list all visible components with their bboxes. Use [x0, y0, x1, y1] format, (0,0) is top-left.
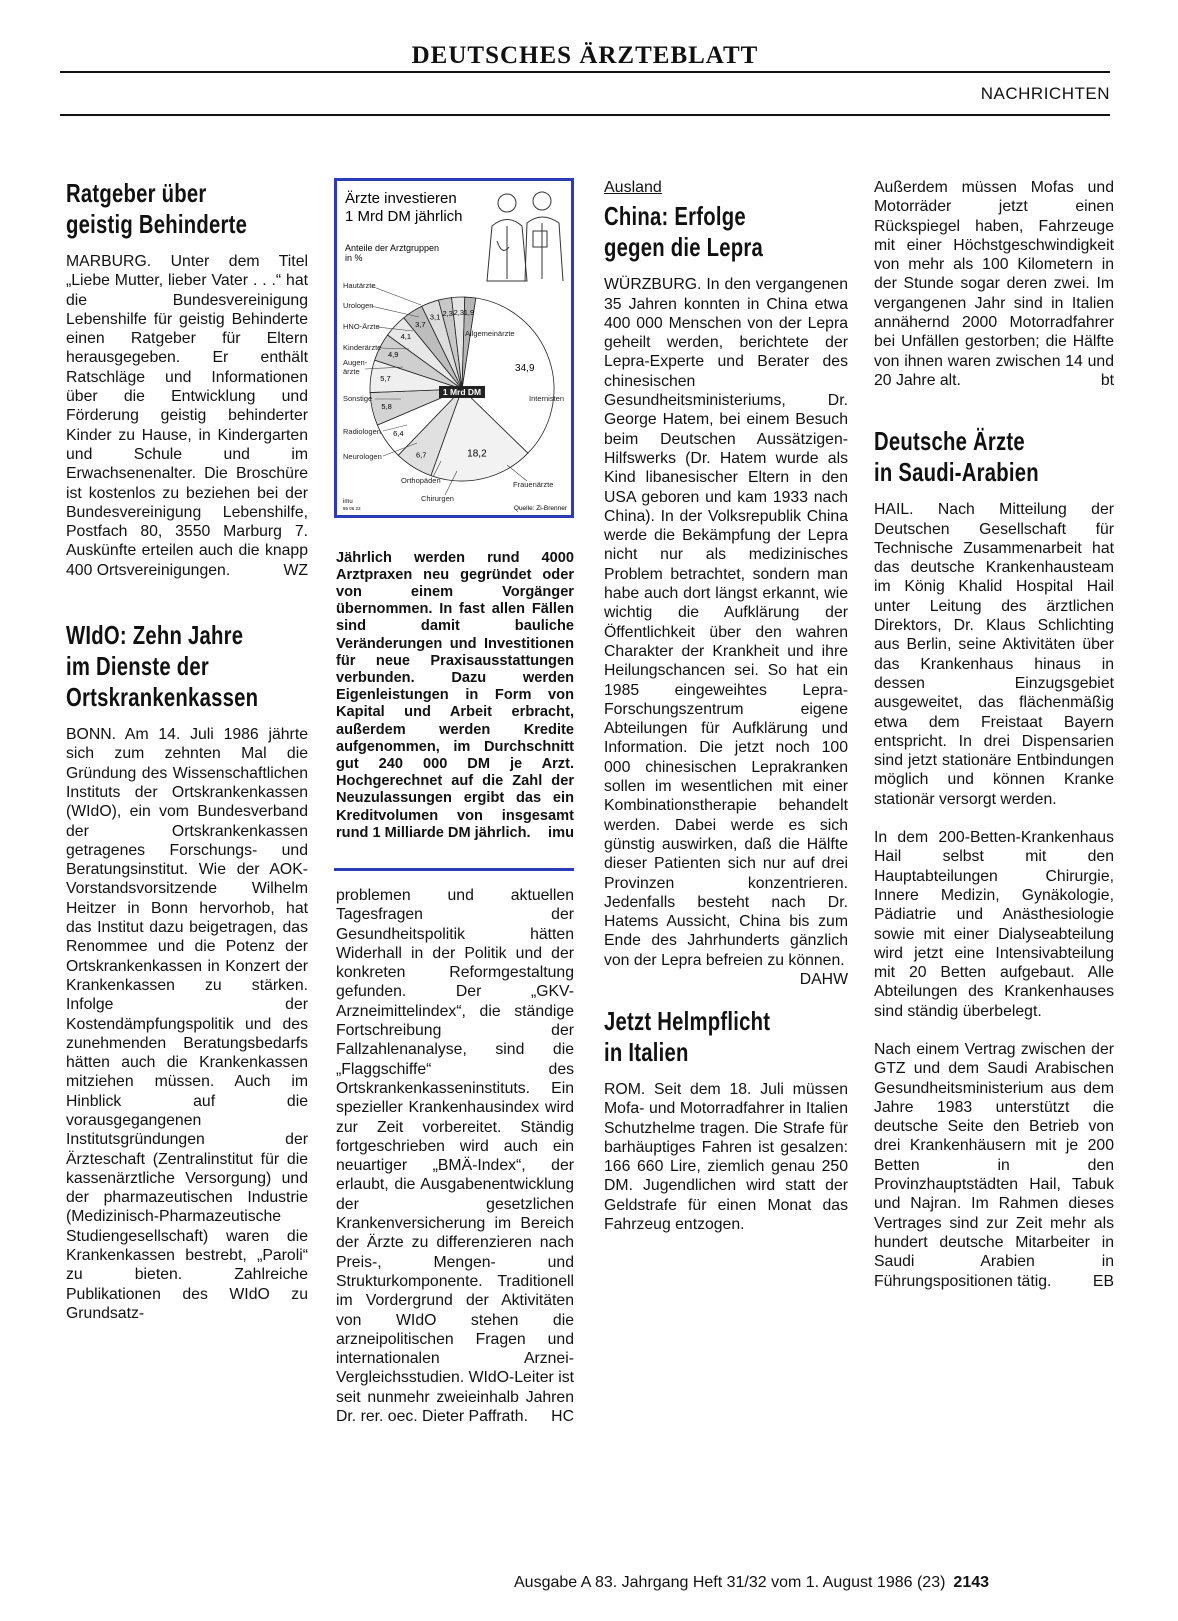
chart-code: 86 06 23 — [343, 506, 361, 511]
cat-label-sonstige: Sonstige — [343, 394, 373, 403]
headline-wido: WIdO: Zehn Jahre im Dienste der Ortskrankenkassen — [66, 620, 259, 713]
cat-label-neurologen: Neurologen — [343, 452, 382, 461]
chart-divider — [334, 868, 574, 871]
footer-issue: Ausgabe A 83. Jahrgang Heft 31/32 vom 1. August 1986 (23) — [514, 1574, 946, 1591]
article-wido-body: BONN. Am 14. Juli 1986 jährte sich zum zehnten Mal die Gründung des Wissenschaftlichen Instituts der Ortskrankenkassen (WIdO), ein vom Bundesverband der Ortskrankenkassen getragenes Forschungs- und Beratungsinstitut. Wie der AOK-Vorstandsvorsitzende Wilhelm Heitzer in Bonn hervorhob, hat das Institut dazu beigetragen, das Renommee und die Potenz der Ortskrankenkassen in Konzert der Krankenkassen zu stärken. Infolge der Kostendämpfungspolitik und des zunehmenden Beratungsbedarfs hätten auch die Krankenkassen mitziehen müssen. Auch im Hinblick auf die vorausgegangenen Institutsgründungen der Ärzteschaft (Zentralinstitut für die kassenärztliche Versorgung) und der pharmazeutischen Industrie (Medizinisch-Pharmazeutische Studiengesellschaft) waren die Krankenkassen bestrebt, „Paroli“ zu bieten. Zahlreiche Publikationen des WIdO zu Grundsatz- — [66, 726, 308, 1322]
cat-label-intern: Internisten — [529, 394, 565, 403]
cat-label-frauen: Frauenärzte — [513, 480, 554, 489]
doctors-illustration — [487, 192, 563, 281]
cat-label-hautaerzte: Hautärzte — [343, 281, 376, 290]
pie-value-label-10: 2,3 — [442, 309, 453, 319]
cat-label-radiologen: Radiologen — [343, 427, 381, 436]
chart-caption: Jährlich werden rund 4000 Arztpraxen neu gegründet oder von einem Vorgänger übernommen. In fast allen Fällen sind damit bauliche Veränderungen und Investitionen für neue Praxisausstattungen verbunden. Dazu werden Eigenleistungen in Form von Kapital und Arbeit erbracht, außerdem werden Kredite aufgenommen, im Durchschnitt gut 240 000 DM je Arzt. Hochgerechnet auf die Zahl der Neuzulassungen ergibt das ein Kreditvolumen von insgesamt rund 1 Milliarde DM jährlich. imu — [336, 549, 574, 841]
page-number: 2143 — [953, 1574, 990, 1591]
cat-label-augen-2: ärzte — [343, 367, 360, 376]
chart-source: Quelle: Zi-Brenner — [513, 505, 567, 512]
article-saudi-p1: HAIL. Nach Mitteilung der Deutschen Gesellschaft für Technische Zusammenarbeit hat das deutsche Krankenhausteam im König Khalid Hospital Hail unter Leitung des ärztlichen Direktors, Dr. Klaus Schlichting aus Berlin, seine Aktivitäten über das Krankenhaus hinaus in dessen Einzugsgebiet ausgeweitet, das flächenmäßig etwa dem Freistaat Bayern entspricht. In drei Dispensarien sind jetzt stationäre Entbindungen möglich und können Kranke stationär versorgt werden. — [874, 501, 1114, 808]
headline-helm: Jetzt Helmpflicht in Italien — [604, 1005, 771, 1067]
article-helm-body: ROM. Seit dem 18. Juli müssen Mofa- und Motorradfahrer in Italien Schutzhelme tragen. Die Strafe für barhäuptiges Fahren ist gesalzen: 166 660 Lire, ziemlich genau 250 DM. Jugendlichen wird statt der Geldstrafe für einen Monat das Fahrzeug entzogen. — [604, 1080, 848, 1234]
chart-title-line1: Ärzte investieren — [345, 190, 457, 207]
cat-label-augen-1: Augen- — [343, 358, 368, 367]
pie-value-label-6: 4,9 — [388, 349, 399, 359]
chart-credit: imu — [343, 499, 353, 505]
article-wido-body-cont: problemen und aktuellen Tagesfragen der Gesundheitspolitik hätten Widerhall in der Politik und der konkreten Reformgestaltung gefunden. Der „GKV-Arzneimittelindex“, die ständige Fortschreibung der Fallzahlenanalyse, sind die „Flaggschiffe“ des Ortskrankenkasseninstituts. Ein spezieller Krankenhausindex wird zur Zeit vorbereitet. Ständig fortgeschrieben wird auch ein neuartiger „BMÄ-Index“, der erlaubt, die Ausgabenentwicklung der gesetzlichen Krankenversicherung im Bereich der Ärzte zu differenzieren nach Preis-, Mengen- und Strukturkomponente. Traditionell im Vordergrund der Aktivitäten von WIdO stehen die arzneipolitischen Fragen und internationalen Arznei-Vergleichsstudien. WIdO-Leiter ist seit nunmehr zweieinhalb Jahren Dr. rer. oec. Dieter Paffrath. HC — [336, 887, 574, 1426]
article-saudi-p3: Nach einem Vertrag zwischen der GTZ und dem Saudi Arabischen Gesundheitsministerium aus dem Jahre 1983 unterstützt die deutsche Seite den Betrieb von drei Krankenhäusern mit je 200 Betten in den Provinzhauptstädten Hail, Tabuk und Najran. Im Rahmen dieses Vertrages sind zur Zeit mehr als hundert deutsche Mitarbeiter in Saudi Arabien in Führungspositionen tätig. EB — [874, 1040, 1114, 1290]
masthead: DEUTSCHES ÄRZTEBLATT — [411, 42, 759, 69]
pie-value-label-9: 3,1 — [429, 312, 441, 322]
cat-label-chirurgen: Chirurgen — [421, 494, 454, 503]
column-4 — [874, 178, 1114, 1291]
column-2-text — [336, 886, 574, 1426]
section-rule — [60, 114, 1110, 116]
pie-value-label-2: 6,7 — [416, 450, 427, 460]
chart-title-line2: 1 Mrd DM jährlich — [345, 208, 463, 225]
investment-chart — [334, 178, 574, 518]
pie-center — [439, 386, 485, 398]
headline-china: China: Erfolge gegen die Lepra — [604, 201, 764, 263]
pie-value-label-7: 4,1 — [400, 331, 412, 341]
headline-saudi: Deutsche Ärzte in Saudi-Arabien — [874, 426, 1039, 488]
pie-chart — [337, 181, 571, 515]
pie-center-label: 1 Mrd DM — [442, 387, 482, 397]
article-helm-body-cont: Außerdem müssen Mofas und Motorräder jetzt einen Rückspiegel haben, Fahrzeuge mit einer Höchstgeschwindigkeit von mehr als 100 Kilometern in der Stunde sogar deren zwei. Im vergangenen Jahr sind in Italien annähernd 2000 Motorradfahrer bei Unfällen gestorben; die Hälfte von ihnen waren zwischen 14 und 20 Jahre alt. bt — [874, 179, 1114, 389]
pie-value-label-0: 34,9 — [515, 362, 535, 374]
cat-label-hno: HNO-Ärzte — [343, 322, 380, 331]
pie-value-label-11: 2,3 — [453, 307, 465, 317]
article-china-body: WÜRZBURG. In den vergangenen 35 Jahren konnten in China etwa 400 000 Menschen von der Lepra geheilt werden, berichtete der Lepra-Experte und Berater des chinesischen Gesundheitsministeriums, Dr. George Hatem, bei einem Besuch beim Deutschen Aussätzigen-Hilfswerks (Dr. Hatem wurde als Kind libanesischer Eltern in den USA geboren und kam 1933 nach China). In der Volksrepublik China werde die Bekämpfung der Lepra nicht nur als medizinisches Problem betrachtet, sondern man habe auch dort längst erkannt, wie wichtig die Aufklärung der Öffentlichkeit über den wahren Charakter der Krankheit und ihre Heilungschancen sei. So hat ein 1985 eingeweihtes Lepra-Forschungszentrum eigene Abteilungen für Aufklärung und Information. Die jetzt noch 100 000 chinesischen Leprakranken sollen im wesentlichen mit einer Kombinationstherapie behandelt werden. Dabei werde es sich günstig auswirken, daß die Hälfte dieser Patienten sich nur auf drei Provinzen konzentrieren. Jedenfalls besteht nach Dr. Hatems Aussicht, China bis zum Ende des Jahrhunderts gänzlich von der Lepra befreien zu können. DAHW — [604, 276, 848, 988]
chart-subtitle-line2: in % — [345, 253, 363, 263]
pie-value-label-3: 6,4 — [393, 428, 404, 438]
section-label: NACHRICHTEN — [980, 84, 1110, 103]
pie-value-label-5: 5,7 — [380, 374, 391, 384]
cat-label-urologen: Urologen — [343, 301, 374, 310]
chart-subtitle-line1: Anteile der Arztgruppen — [345, 243, 440, 253]
masthead-rule — [60, 71, 1110, 73]
column-1 — [66, 178, 308, 1323]
column-3 — [604, 178, 848, 1234]
pie-value-label-12: 1,9 — [463, 308, 475, 318]
cat-label-kinder: Kinderärzte — [343, 343, 382, 352]
cat-label-orthopaeden: Orthopäden — [401, 476, 441, 485]
pie-value-label-1: 18,2 — [467, 448, 487, 460]
article-saudi-p2: In dem 200-Betten-Krankenhaus Hail selbst mit den Hauptabteilungen Chirurgie, Innere Medizin, Gynäkologie, Pädiatrie und Anästhesiologie sowie mit einer Dialyseabteilung wird jetzt eine Intensivabteilung mit 20 Betten aufgebaut. Alle Abteilungen des Krankenhauses sind ständig überbelegt. — [874, 829, 1114, 1020]
pie-value-label-4: 5,8 — [381, 401, 392, 411]
headline-behinderte: Ratgeber über geistig Behinderte — [66, 178, 248, 239]
page-footer — [514, 1574, 989, 1592]
kicker-ausland: Ausland — [604, 179, 662, 196]
cat-label-allgemein: Allgemeinärzte — [465, 329, 515, 338]
pie-value-label-8: 3,7 — [415, 319, 426, 329]
article-behinderte-body: MARBURG. Unter dem Titel „Liebe Mutter, lieber Vater . . .“ hat die Bundesvereinigung Lebenshilfe für geistig Behinderte einen Ratgeber für Eltern herausgegeben. Er enthält Ratschläge und Informationen über die Entwicklung und Förderung geistig behinderter Kinder zu Hause, in Kindergarten und Schule und im Erwachsenenalter. Die Broschüre ist kostenlos zu beziehen bei der Bundesvereinigung Lebenshilfe, Postfach 80, 3550 Marburg 7. Auskünfte erteilen auch die knapp 400 Ortsvereinigungen. WZ — [66, 253, 308, 579]
